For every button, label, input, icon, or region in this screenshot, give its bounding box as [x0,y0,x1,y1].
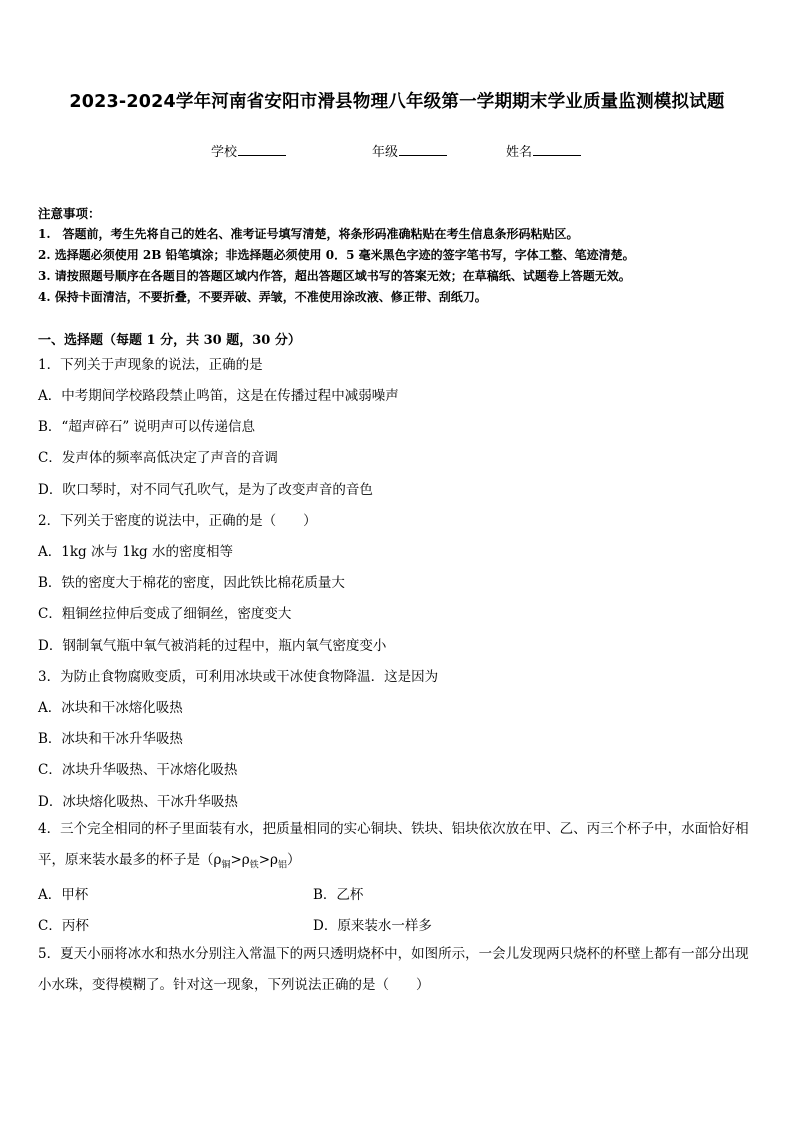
density-subscript-iron: 铁 [249,860,259,871]
school-blank[interactable] [238,143,286,156]
question-2-stem: 2．下列关于密度的说法中，正确的是（ ） [38,513,317,529]
school-label: 学校 [211,145,238,160]
question-4-option-d: D．原来装水一样多 [313,918,432,934]
document-title: 2023-2024学年河南省安阳市滑县物理八年级第一学期期末学业质量监测模拟试题 [69,92,725,112]
school-field [211,141,286,160]
question-2-option-c: C．粗铜丝拉伸后变成了细铜丝，密度变大 [38,606,292,622]
question-4-option-a: A．甲杯 [38,887,89,903]
question-3-option-c: C．冰块升华吸热、干冰熔化吸热 [38,762,238,778]
note-item: 2. 选择题必须使用 2B 铅笔填涂；非选择题必须使用 0．5 毫米黑色字迹的签字笔书写，字体工整、笔迹清楚。 [38,248,635,262]
question-1-option-d: D．吹口琴时，对不同气孔吹气，是为了改变声音的音色 [38,482,373,498]
note-item: 3. 请按照题号顺序在各题目的答题区域内作答，超出答题区域书写的答案无效；在草稿纸、试题卷上答题无效。 [38,269,631,283]
question-1-option-c: C．发声体的频率高低决定了声音的音调 [38,450,278,466]
question-2-option-b: B．铁的密度大于棉花的密度，因此铁比棉花质量大 [38,575,345,591]
name-blank[interactable] [533,143,581,156]
question-5-stem: 5．夏天小丽将冰水和热水分别注入常温下的两只透明烧杯中，如图所示，一会儿发现两只烧杯的杯壁上都有一部分出现小水珠，变得模糊了。针对这一现象，下列说法正确的是（ ） [38,946,749,993]
note-item: 1. 答题前，考生先将自己的姓名、准考证号填写清楚，将条形码准确粘贴在考生信息条形码粘贴区。 [38,227,579,241]
question-4-stem-text: 4．三个完全相同的杯子里面装有水，把质量相同的实心铜块、铁块、铝块依次放在甲、乙、丙三个杯子中，水面恰好相平，原来装水最多的杯子是（ρ [38,821,749,868]
question-1-option-a: A．中考期间学校路段禁止鸣笛，这是在传播过程中减弱噪声 [38,388,399,404]
question-1-option-b: B．“超声碎石” 说明声可以传递信息 [38,419,256,435]
question-1-stem: 1．下列关于声现象的说法，正确的是 [38,357,263,373]
question-3-option-d: D．冰块熔化吸热、干冰升华吸热 [38,794,238,810]
note-item: 4. 保持卡面清洁，不要折叠，不要弄破、弄皱，不准使用涂改液、修正带、刮纸刀。 [38,290,487,304]
question-4-option-b: B．乙杯 [313,887,364,903]
question-4-option-c: C．丙杯 [38,918,89,934]
question-3-option-b: B．冰块和干冰升华吸热 [38,731,183,747]
section-title: 一、选择题（每题 1 分，共 30 题，30 分） [38,333,301,348]
greater-than-1: >ρ [230,852,250,868]
density-subscript-aluminum: 铝 [277,860,287,871]
question-4-stem [38,814,760,882]
stem-close-paren: ） [286,852,301,868]
notes-title: 注意事项： [38,206,101,221]
greater-than-2: >ρ [258,852,278,868]
question-3-option-a: A．冰块和干冰熔化吸热 [38,700,183,716]
question-2-option-d: D．钢制氧气瓶中氧气被消耗的过程中，瓶内氧气密度变小 [38,638,387,654]
name-label: 姓名 [506,145,533,160]
grade-field [372,141,447,160]
name-field [506,141,581,160]
density-subscript-copper: 铜 [221,860,231,871]
grade-label: 年级 [372,145,399,160]
question-2-option-a: A．1kg 冰与 1kg 水的密度相等 [38,544,233,560]
grade-blank[interactable] [399,143,447,156]
question-3-stem: 3．为防止食物腐败变质，可利用冰块或干冰使食物降温．这是因为 [38,669,439,685]
